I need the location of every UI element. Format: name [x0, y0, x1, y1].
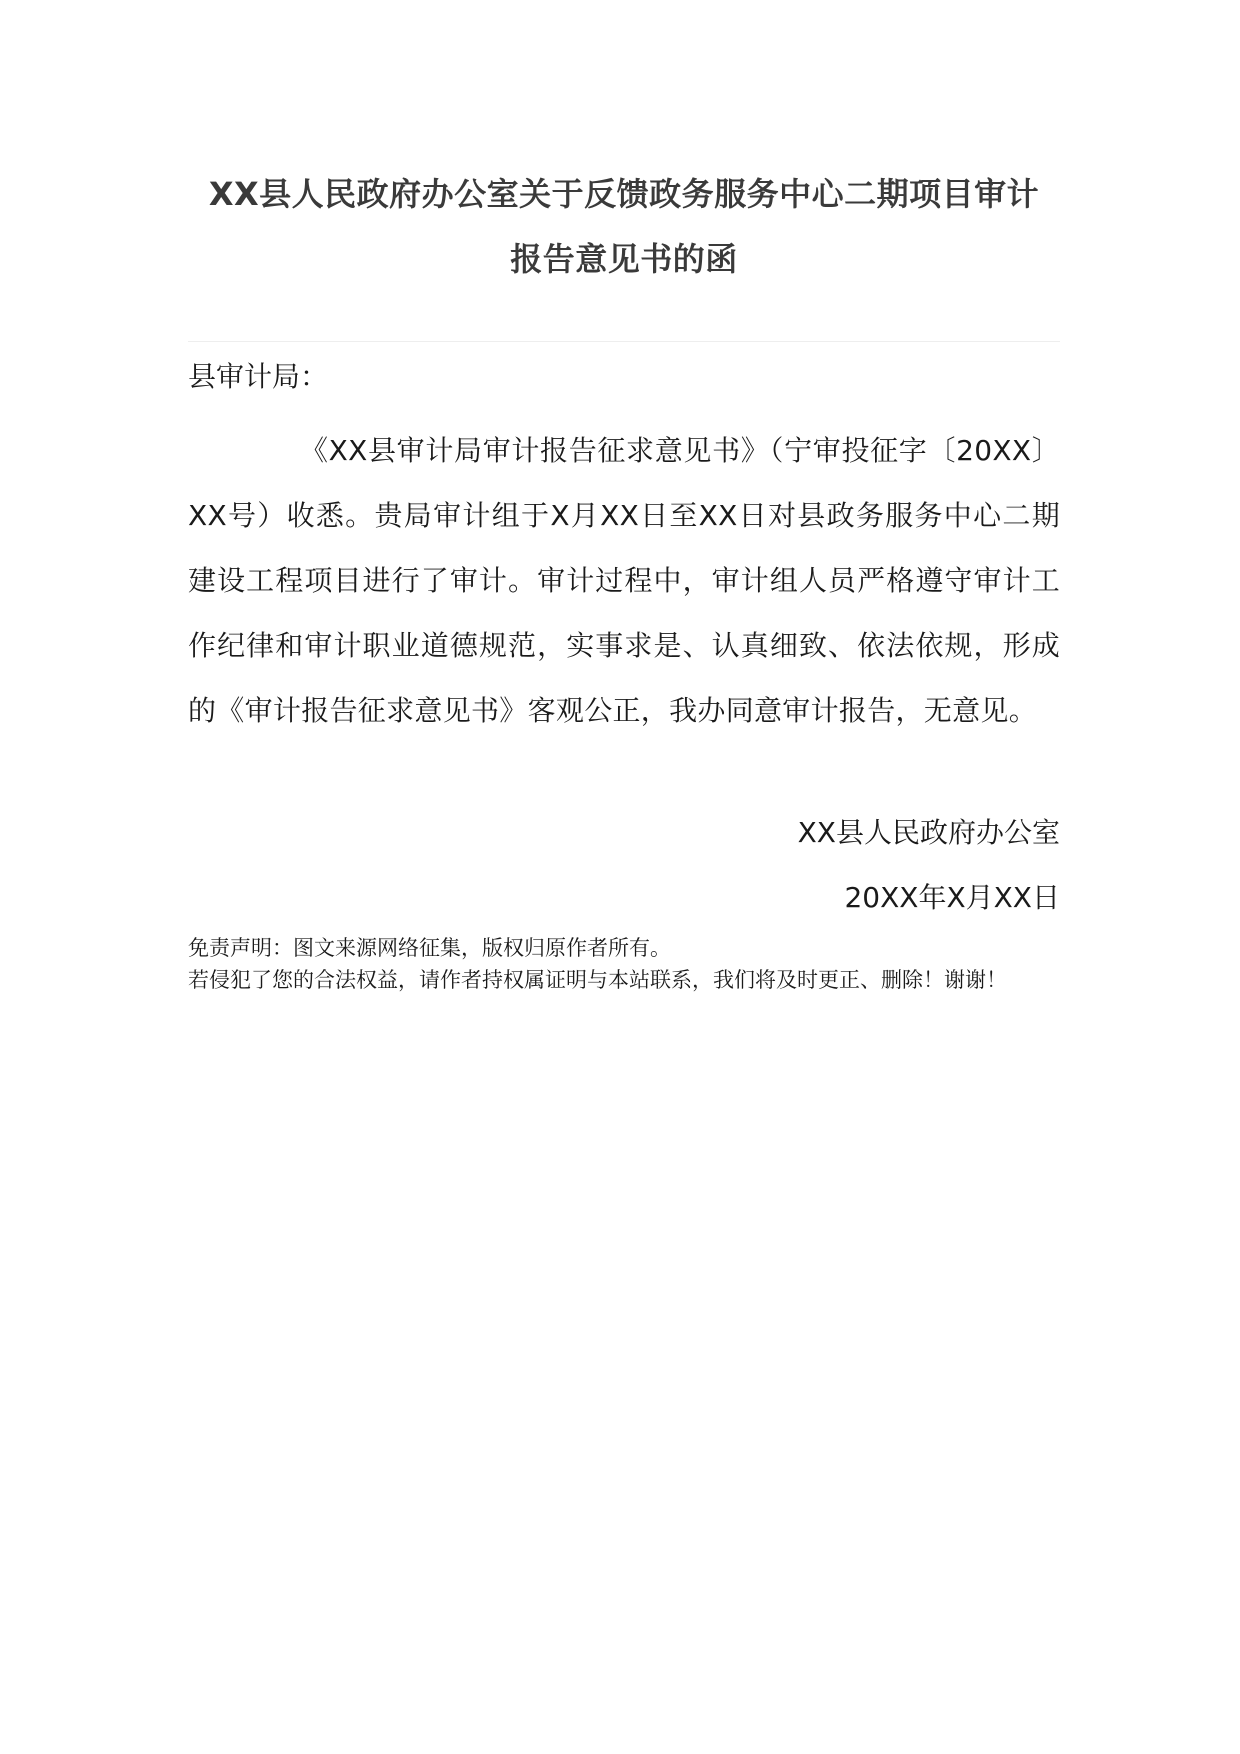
title-line-2: 报告意见书的函	[510, 240, 738, 278]
body-paragraph: 《XX县审计局审计报告征求意见书》（宁审投征字〔20XX〕XX号）收悉。贵局审计组于X月XX日至XX日对县政务服务中心二期建设工程项目进行了审计。审计过程中，审计组人员严格遵守审计工作纪律和审计职业道德规范，实事求是、认真细致、依法依规，形成的《审计报告征求意见书》客观公正，我办同意审计报告，无意见。	[188, 434, 1060, 727]
title-line-1: XX县人民政府办公室关于反馈政务服务中心二期项目审计	[208, 175, 1040, 213]
document-title	[188, 162, 1060, 292]
disclaimer-line-2: 若侵犯了您的合法权益，请作者持权属证明与本站联系，我们将及时更正、删除！谢谢！	[188, 968, 1007, 992]
document-date: 20XX年X月XX日	[844, 881, 1060, 914]
disclaimer-line-1: 免责声明：图文来源网络征集，版权归原作者所有。	[188, 936, 671, 960]
salutation: 县审计局：	[188, 360, 329, 393]
title-divider	[188, 341, 1060, 342]
disclaimer	[188, 932, 1068, 996]
signer: XX县人民政府办公室	[797, 816, 1060, 849]
